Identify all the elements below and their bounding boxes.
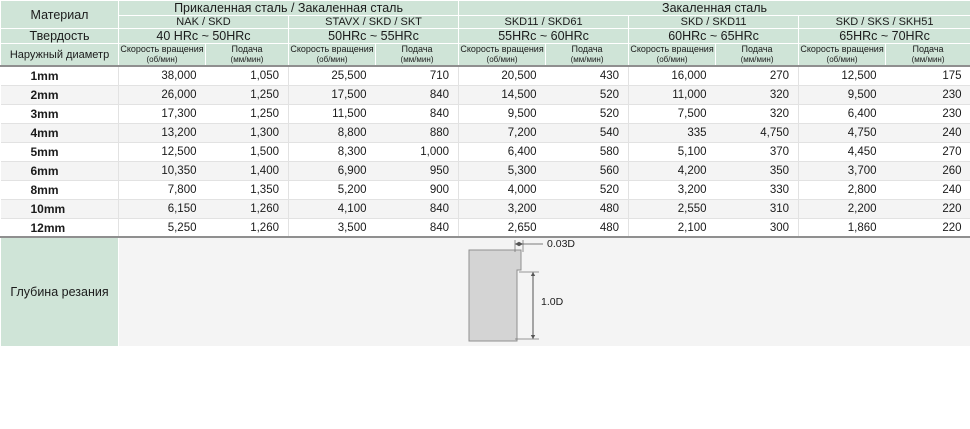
col-feed-2-unit: (мм/мин) — [570, 55, 604, 65]
col-speed-4-text: Скорость вращения — [800, 44, 884, 54]
row-diameter: 6mm — [1, 161, 119, 180]
material-subgroup-row — [1, 16, 970, 29]
cell-feed-2: 520 — [546, 180, 629, 199]
table-row — [1, 123, 970, 142]
cell-speed-0: 7,800 — [119, 180, 206, 199]
hardness-label: Твердость — [1, 29, 119, 44]
col-feed-2-text: Подача — [571, 44, 603, 54]
table-row — [1, 199, 970, 218]
cell-speed-3: 16,000 — [629, 66, 716, 85]
cell-feed-2: 580 — [546, 142, 629, 161]
material-subgroup-0: NAK / SKD — [119, 16, 289, 29]
workpiece-shape — [469, 250, 521, 341]
cell-feed-2: 480 — [546, 199, 629, 218]
col-feed-2 — [546, 44, 629, 67]
cell-feed-3: 330 — [716, 180, 799, 199]
cell-speed-3: 2,550 — [629, 199, 716, 218]
hardness-value-2: 55HRc ~ 60HRc — [459, 29, 629, 44]
cell-feed-1: 900 — [376, 180, 459, 199]
cell-feed-3: 4,750 — [716, 123, 799, 142]
cell-feed-3: 320 — [716, 104, 799, 123]
cell-speed-4: 3,700 — [799, 161, 886, 180]
material-label: Материал — [1, 1, 119, 29]
outer-diameter-label: Наружный диаметр — [1, 44, 119, 67]
col-speed-3-text: Скорость вращения — [630, 44, 714, 54]
col-speed-0 — [119, 44, 206, 67]
row-diameter: 2mm — [1, 85, 119, 104]
cell-speed-2: 3,200 — [459, 199, 546, 218]
cell-speed-4: 1,860 — [799, 218, 886, 237]
cell-feed-2: 480 — [546, 218, 629, 237]
col-feed-4-text: Подача — [912, 44, 944, 54]
cell-speed-1: 8,800 — [289, 123, 376, 142]
cell-feed-1: 840 — [376, 85, 459, 104]
row-diameter: 12mm — [1, 218, 119, 237]
cell-feed-1: 840 — [376, 199, 459, 218]
cell-speed-1: 4,100 — [289, 199, 376, 218]
cell-feed-1: 710 — [376, 66, 459, 85]
cell-speed-2: 6,400 — [459, 142, 546, 161]
width-arrow-right — [519, 242, 523, 246]
material-subgroup-4: SKD / SKS / SKH51 — [799, 16, 970, 29]
cell-speed-2: 4,000 — [459, 180, 546, 199]
cell-speed-3: 7,500 — [629, 104, 716, 123]
cell-feed-0: 1,260 — [206, 199, 289, 218]
cell-speed-3: 2,100 — [629, 218, 716, 237]
depth-of-cut-figure — [119, 237, 970, 347]
cell-speed-2: 20,500 — [459, 66, 546, 85]
row-diameter: 1mm — [1, 66, 119, 85]
col-speed-3-unit: (об/мин) — [656, 55, 688, 65]
cell-feed-3: 370 — [716, 142, 799, 161]
row-diameter: 3mm — [1, 104, 119, 123]
cell-speed-4: 6,400 — [799, 104, 886, 123]
row-diameter: 5mm — [1, 142, 119, 161]
row-diameter: 10mm — [1, 199, 119, 218]
cell-speed-1: 17,500 — [289, 85, 376, 104]
cell-speed-1: 3,500 — [289, 218, 376, 237]
col-feed-1-unit: (мм/мин) — [400, 55, 434, 65]
cell-feed-4: 240 — [886, 180, 970, 199]
cell-feed-0: 1,350 — [206, 180, 289, 199]
cell-feed-2: 520 — [546, 85, 629, 104]
cell-feed-2: 520 — [546, 104, 629, 123]
col-feed-4-unit: (мм/мин) — [911, 55, 945, 65]
col-speed-2-text: Скорость вращения — [460, 44, 544, 54]
hardness-value-4: 65HRc ~ 70HRc — [799, 29, 970, 44]
width-arrow-left — [515, 242, 519, 246]
cell-feed-3: 320 — [716, 85, 799, 104]
width-dimension-label: 0.03D — [547, 238, 576, 251]
col-feed-1 — [376, 44, 459, 67]
table-row — [1, 218, 970, 237]
cell-speed-2: 9,500 — [459, 104, 546, 123]
col-speed-0-unit: (об/мин) — [146, 55, 178, 65]
cell-feed-4: 270 — [886, 142, 970, 161]
table-row — [1, 142, 970, 161]
depth-dimension-label: 1.0D — [541, 296, 564, 309]
table-row — [1, 161, 970, 180]
cell-speed-3: 3,200 — [629, 180, 716, 199]
material-group-0: Прикаленная сталь / Закаленная сталь — [119, 1, 459, 16]
col-speed-4-unit: (об/мин) — [826, 55, 858, 65]
material-group-row — [1, 1, 970, 16]
col-feed-0-unit: (мм/мин) — [230, 55, 264, 65]
hardness-value-3: 60HRc ~ 65HRc — [629, 29, 799, 44]
col-speed-1-unit: (об/мин) — [316, 55, 348, 65]
cell-feed-0: 1,250 — [206, 85, 289, 104]
cell-feed-0: 1,400 — [206, 161, 289, 180]
cell-feed-4: 175 — [886, 66, 970, 85]
col-speed-4 — [799, 44, 886, 67]
cell-feed-0: 1,050 — [206, 66, 289, 85]
cell-speed-1: 11,500 — [289, 104, 376, 123]
row-diameter: 4mm — [1, 123, 119, 142]
cell-speed-0: 17,300 — [119, 104, 206, 123]
material-group-1: Закаленная сталь — [459, 1, 970, 16]
cell-speed-4: 2,800 — [799, 180, 886, 199]
cell-feed-0: 1,260 — [206, 218, 289, 237]
cell-speed-3: 5,100 — [629, 142, 716, 161]
cell-feed-3: 270 — [716, 66, 799, 85]
cell-feed-0: 1,250 — [206, 104, 289, 123]
col-feed-3 — [716, 44, 799, 67]
cell-speed-0: 6,150 — [119, 199, 206, 218]
cell-feed-4: 240 — [886, 123, 970, 142]
cell-speed-0: 13,200 — [119, 123, 206, 142]
cell-speed-4: 4,450 — [799, 142, 886, 161]
table-row — [1, 180, 970, 199]
cell-feed-1: 950 — [376, 161, 459, 180]
cell-speed-1: 6,900 — [289, 161, 376, 180]
cell-feed-3: 310 — [716, 199, 799, 218]
cell-feed-2: 560 — [546, 161, 629, 180]
cell-speed-3: 4,200 — [629, 161, 716, 180]
material-subgroup-1: STAVX / SKD / SKT — [289, 16, 459, 29]
cell-feed-1: 1,000 — [376, 142, 459, 161]
cell-speed-1: 5,200 — [289, 180, 376, 199]
cell-feed-4: 220 — [886, 199, 970, 218]
cell-speed-3: 335 — [629, 123, 716, 142]
material-subgroup-2: SKD11 / SKD61 — [459, 16, 629, 29]
cell-feed-4: 230 — [886, 85, 970, 104]
table-row — [1, 66, 970, 85]
cell-speed-3: 11,000 — [629, 85, 716, 104]
depth-of-cut-row — [1, 237, 970, 347]
table-row — [1, 85, 970, 104]
figure-wrapper — [119, 238, 970, 346]
cell-feed-2: 430 — [546, 66, 629, 85]
col-feed-1-text: Подача — [401, 44, 433, 54]
cell-speed-1: 25,500 — [289, 66, 376, 85]
depth-arrow-top — [531, 272, 535, 276]
cell-speed-0: 12,500 — [119, 142, 206, 161]
cutting-depth-diagram — [119, 238, 970, 346]
cell-feed-3: 350 — [716, 161, 799, 180]
hardness-value-0: 40 HRc ~ 50HRc — [119, 29, 289, 44]
material-subgroup-3: SKD / SKD11 — [629, 16, 799, 29]
hardness-value-1: 50HRc ~ 55HRc — [289, 29, 459, 44]
cell-speed-4: 9,500 — [799, 85, 886, 104]
col-speed-3 — [629, 44, 716, 67]
cell-speed-4: 4,750 — [799, 123, 886, 142]
col-speed-1 — [289, 44, 376, 67]
col-feed-0 — [206, 44, 289, 67]
cell-feed-3: 300 — [716, 218, 799, 237]
cell-feed-2: 540 — [546, 123, 629, 142]
cell-feed-1: 880 — [376, 123, 459, 142]
cell-feed-4: 260 — [886, 161, 970, 180]
cell-feed-4: 220 — [886, 218, 970, 237]
col-feed-3-text: Подача — [741, 44, 773, 54]
cell-speed-0: 10,350 — [119, 161, 206, 180]
cell-feed-1: 840 — [376, 218, 459, 237]
cell-feed-0: 1,500 — [206, 142, 289, 161]
col-feed-0-text: Подача — [231, 44, 263, 54]
cell-speed-0: 26,000 — [119, 85, 206, 104]
col-feed-4 — [886, 44, 970, 67]
cell-feed-0: 1,300 — [206, 123, 289, 142]
hardness-row — [1, 29, 970, 44]
cell-feed-1: 840 — [376, 104, 459, 123]
depth-arrow-bottom — [531, 335, 535, 339]
cell-speed-2: 5,300 — [459, 161, 546, 180]
depth-of-cut-label: Глубина резания — [1, 237, 119, 347]
cell-speed-4: 2,200 — [799, 199, 886, 218]
col-speed-2-unit: (об/мин) — [486, 55, 518, 65]
cell-speed-1: 8,300 — [289, 142, 376, 161]
col-speed-0-text: Скорость вращения — [120, 44, 204, 54]
col-speed-1-text: Скорость вращения — [290, 44, 374, 54]
table-row — [1, 104, 970, 123]
col-speed-2 — [459, 44, 546, 67]
col-feed-3-unit: (мм/мин) — [740, 55, 774, 65]
cell-speed-4: 12,500 — [799, 66, 886, 85]
cell-speed-0: 38,000 — [119, 66, 206, 85]
row-diameter: 8mm — [1, 180, 119, 199]
cell-speed-0: 5,250 — [119, 218, 206, 237]
cell-speed-2: 7,200 — [459, 123, 546, 142]
column-header-row — [1, 44, 970, 67]
cell-speed-2: 2,650 — [459, 218, 546, 237]
cell-feed-4: 230 — [886, 104, 970, 123]
cell-speed-2: 14,500 — [459, 85, 546, 104]
